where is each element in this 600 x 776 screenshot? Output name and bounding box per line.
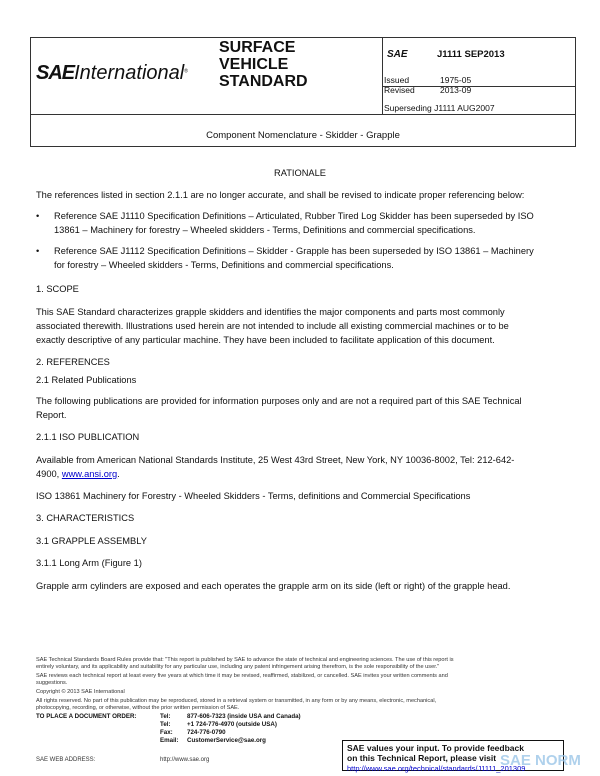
phone: +1 724-776-4970 (outside USA) [187, 721, 277, 728]
rationale-heading: RATIONALE [273, 168, 326, 178]
order-label: TO PLACE A DOCUMENT ORDER: [36, 713, 137, 720]
footer-review: suggestions. [36, 680, 68, 686]
issued-label: Issued [384, 75, 410, 85]
superseding: Superseding J1111 AUG2007 [384, 103, 495, 113]
scope-line: This SAE Standard characterizes grapple skidders and identifies the major components and parts most commonly [36, 307, 505, 317]
document-title: Component Nomenclature - Skidder - Grapple [206, 130, 400, 141]
characteristics-heading: 3. CHARACTERISTICS [36, 513, 135, 523]
related-heading: 2.1 Related Publications [36, 375, 137, 385]
bullet-1-line-2: 13861 – Machinery for forestry – Wheeled skidders - Terms, Definitions and commercial specifications. [54, 225, 476, 235]
bullet-2-line-2: for forestry – Wheeled skidders - Terms, Definitions and commercial specifications. [54, 260, 394, 270]
fax: 724-776-0790 [187, 729, 226, 736]
ansi-link[interactable]: www.ansi.org [61, 469, 118, 479]
doc-number: J1111 SEP2013 [437, 49, 505, 60]
issued-value: 1975-05 [440, 75, 472, 85]
related-line: The following publications are provided for information purposes only and are not a required part of this SAE Technical [36, 396, 522, 406]
feedback-box: SAE values your input. To provide feedback on this Technical Report, please visit http://www.sae.org/technical/standards/J1111_201309 [342, 740, 564, 771]
web-address[interactable]: http://www.sae.org [160, 757, 210, 763]
rights: All rights reserved. No part of this publication may be reproduced, stored in a retrieval system or transmitted, in any form or by any means, electronic, mechanical, [36, 698, 437, 704]
long-arm-heading: 3.1.1 Long Arm (Figure 1) [36, 558, 142, 568]
scope-heading: 1. SCOPE [36, 284, 79, 294]
related-line: Report. [36, 410, 67, 420]
ansi-line: Available from American National Standards Institute, 25 West 43rd Street, New York, NY 10036-8002, Tel: 212-642- [36, 455, 515, 465]
rationale-text: The references listed in section 2.1.1 are no longer accurate, and shall be revised to indicate proper referencing below: [36, 190, 525, 200]
feedback-link[interactable]: http://www.sae.org/technical/standards/J1111_201309 [347, 764, 526, 773]
document-page: SAEInternational® SURFACE VEHICLE STANDARD SAE J1111 SEP2013 Issued 1975-05 Revised 2013-09 Superseding J1111 AUG2007 Component Nomenclature - Skidder - Grapple RATIONALE The references listed in section 2.1.1 are no longer accurate, and shall be revised to indicate proper referencing below: • Reference SAE J1110 Specification Definitions – Articulated, Rubber Tired Log Skidder has been superseded by ISO 13861 – Machinery for forestry – Wheeled skidders - Terms, Definitions and commercial specifications. • Reference SAE J1112 Specification Definitions – Skidder - Grapple has been superseded by ISO 13861 – Machinery for forestry – Wheeled skidders - Terms, Definitions and commercial specifications. 1. SCOPE This SAE Standard characterizes grapple skidders and identifies the major components and parts most commonly associated therewith. Illustrations used herein are not intended to include all existing commercial machines or to be exactly descriptive of any particular machine. They have been included to facilitate application of this document. 2. REFERENCES 2.1 Related Publications The following publications are provided for information purposes only and are not a required part of this SAE Technical Report. 2.1.1 ISO PUBLICATION Available from American National Standards Institute, 25 West 43rd Street, New York, NY 10036-8002, Tel: 212-642- 4900, www.ansi.org. ISO 13861 Machinery for Forestry - Wheeled Skidders - Terms, definitions and Commercial Specifications 3. CHARACTERISTICS 3.1 GRAPPLE ASSEMBLY 3.1.1 Long Arm (Figure 1) Grapple arm cylinders are exposed and each operates the grapple arm on its side (left or right) of the grapple head. SAE Technical Standards Board Rules provide that: "This report is published by SAE to advance the state of technical and engineering sciences. The use of this report is entirely voluntary, and its applicability and suitability for any particular use, including any patent infringement arising therefrom, is the sole responsibility of the user." SAE reviews each technical report at least every five years at which time it may be revised, reaffirmed, stabilized, or cancelled. SAE invites your written comments and suggestions. Copyright © 2013 SAE International All rights reserved. No part of this publication may be reproduced, stored in a retrieval system or transmitted, in any form or by any means, electronic, mechanical, photocopying, recording, or otherwise, without the prior written permission of SAE. TO PLACE A DOCUMENT ORDER: Tel: 877-606-7323 (inside USA and Canada) Tel: +1 724-776-4970 (outside USA) Fax: 724-776-0790 Email: CustomerService@sae.org SAE WEB ADDRESS: http://www.sae.org SAE values your input. To provide feedback on this Technical Report, please visit http://www.sae.org/technical/standards/J1111_201309 SAE NORM [0, 0, 600, 776]
iso-heading: 2.1.1 ISO PUBLICATION [36, 432, 140, 442]
copyright: Copyright © 2013 SAE International [36, 689, 125, 695]
rights: photocopying, recording, or otherwise, without the prior written permission of SAE. [36, 705, 240, 711]
sae-international-logo: SAEInternational® [36, 62, 188, 84]
references-heading: 2. REFERENCES [36, 357, 110, 367]
web-label: SAE WEB ADDRESS: [36, 757, 96, 763]
watermark: SAE NORM [500, 752, 581, 769]
footer-review: SAE reviews each technical report at least every five years at which time it may be revised, reaffirmed, stabilized, or cancelled. SAE invites your written comments and [36, 673, 448, 679]
grapple-heading: 3.1 GRAPPLE ASSEMBLY [36, 536, 147, 546]
revised-label: Revised [384, 85, 415, 95]
footer-rules: SAE Technical Standards Board Rules provide that: "This report is published by SAE to advance the state of technical and engineering sciences. The use of this report is [36, 657, 454, 663]
ansi-line: 4900, [36, 469, 62, 479]
email[interactable]: CustomerService@sae.org [187, 737, 266, 744]
bullet-1-line-1: Reference SAE J1110 Specification Definitions – Articulated, Rubber Tired Log Skidder has been superseded by ISO [54, 211, 534, 221]
standard-type: SURFACE VEHICLE STANDARD [219, 39, 308, 90]
sae-small-logo: SAE [387, 49, 408, 60]
phone: 877-606-7323 (inside USA and Canada) [187, 713, 301, 720]
revised-value: 2013-09 [440, 85, 472, 95]
bullet-2-line-1: Reference SAE J1112 Specification Definitions – Skidder - Grapple has been superseded by ISO 13861 – Machinery [54, 246, 534, 256]
footer-rules: entirely voluntary, and its applicability and suitability for any particular use, including any patent infringement arising therefrom, is the sole responsibility of the user." [36, 664, 440, 670]
scope-line: associated therewith. Illustrations used herein are not intended to include all existing commercial machines or to be [36, 321, 509, 331]
long-arm-text: Grapple arm cylinders are exposed and each operates the grapple arm on its side (left or right) of the grapple head. [36, 581, 511, 591]
scope-line: exactly descriptive of any particular machine. They have been included to facilitate application of this document. [36, 335, 495, 345]
iso-reference: ISO 13861 Machinery for Forestry - Wheeled Skidders - Terms, definitions and Commercial Specifications [36, 491, 471, 501]
